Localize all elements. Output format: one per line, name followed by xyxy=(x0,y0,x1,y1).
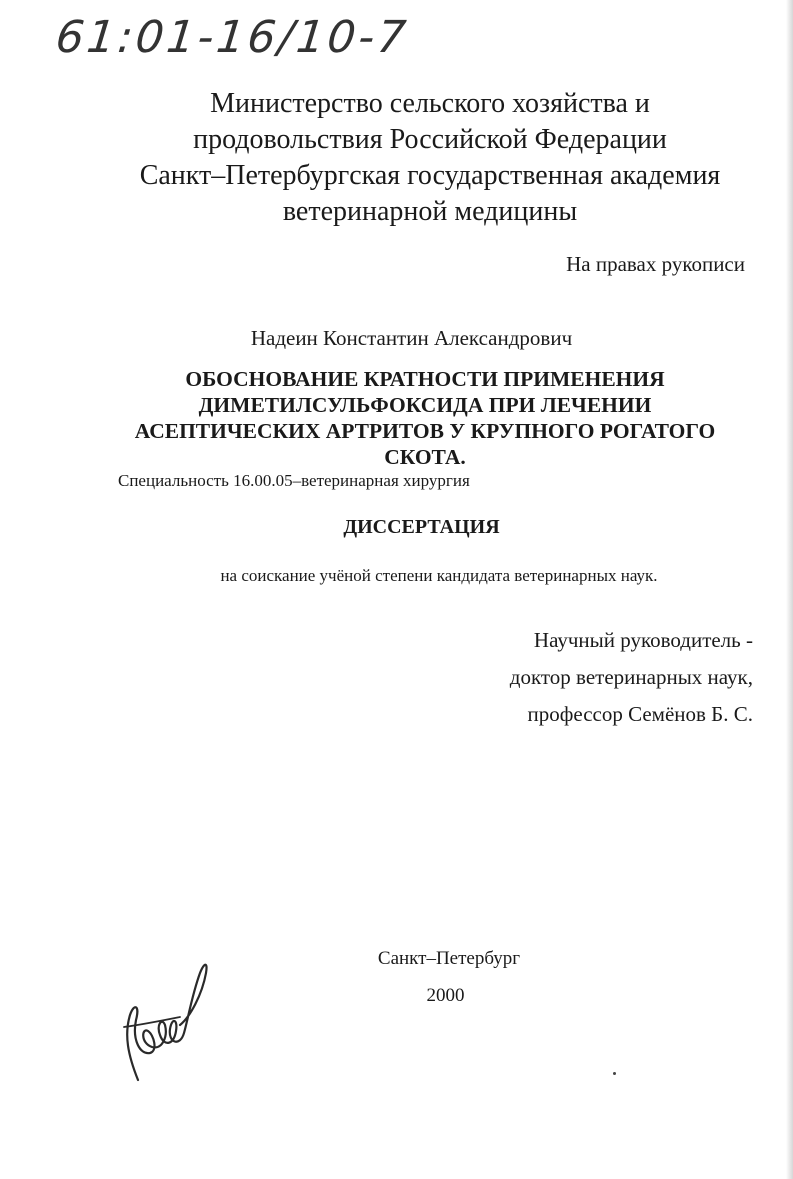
institution-header xyxy=(120,86,740,230)
degree-line: на соискание учёной степени кандидата ветеринарных наук. xyxy=(220,566,658,585)
ministry-line: продовольствия Российской Федерации xyxy=(193,124,667,155)
ministry-line: Министерство сельского хозяйства и xyxy=(210,88,650,119)
city: Санкт–Петербург xyxy=(377,948,521,969)
specialty-line: Специальность 16.00.05–ветеринарная хирургия xyxy=(118,471,470,490)
title-line: ДИМЕТИЛСУЛЬФОКСИДА ПРИ ЛЕЧЕНИИ xyxy=(198,393,652,417)
author-name: Надеин Константин Александрович xyxy=(250,326,573,350)
title-line: СКОТА. xyxy=(384,445,466,469)
title-line: ОБОСНОВАНИЕ КРАТНОСТИ ПРИМЕНЕНИЯ xyxy=(185,367,665,391)
title-line: АСЕПТИЧЕСКИХ АРТРИТОВ У КРУПНОГО РОГАТОГО xyxy=(134,419,716,443)
scan-edge-shadow xyxy=(786,0,793,1179)
manuscript-rights-note: На правах рукописи xyxy=(566,252,745,276)
handwritten-signature xyxy=(110,955,220,1090)
dissertation-title xyxy=(100,366,750,470)
scan-speck xyxy=(613,1072,616,1075)
supervisor-name: профессор Семёнов Б. С. xyxy=(527,702,753,726)
year: 2000 xyxy=(426,985,465,1006)
academy-line: ветеринарной медицины xyxy=(282,196,578,227)
academy-line: Санкт–Петербургская государственная академия xyxy=(139,160,721,191)
supervisor-block xyxy=(510,622,753,733)
supervisor-role: Научный руководитель - xyxy=(533,628,753,652)
document-type: ДИССЕРТАЦИЯ xyxy=(343,516,500,538)
handwritten-catalog-code: 61:01-16/10-7 xyxy=(53,12,412,63)
supervisor-degree: доктор ветеринарных наук, xyxy=(509,665,753,689)
